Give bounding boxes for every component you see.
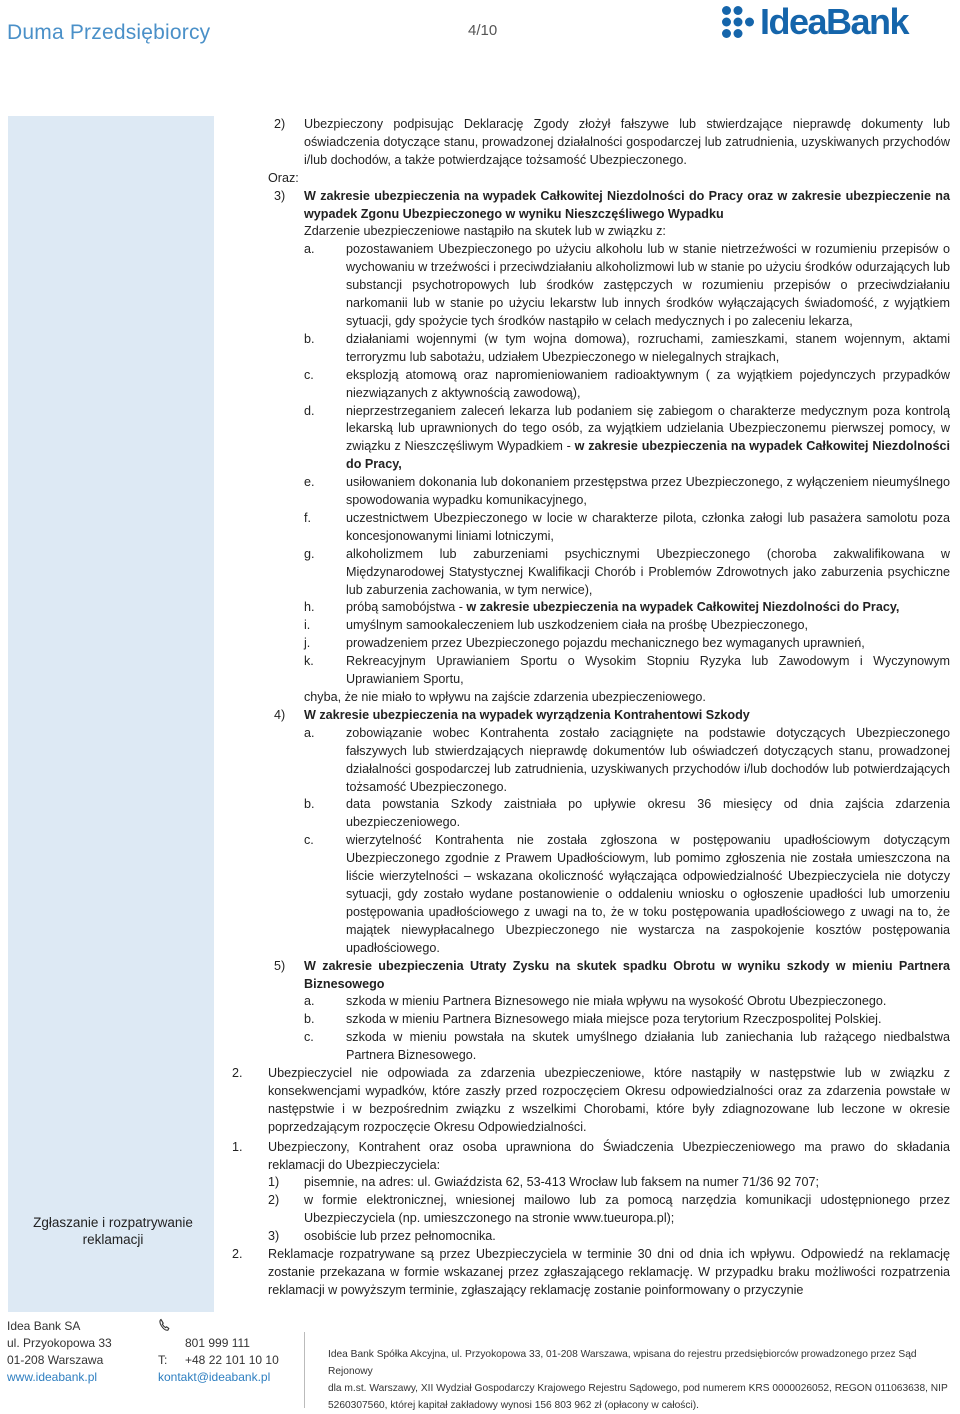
list-item xyxy=(304,635,950,653)
list-item-marker: c. xyxy=(304,1030,314,1045)
item-number: 5) xyxy=(274,958,286,973)
oraz-text: Oraz: xyxy=(268,170,299,185)
list-item-body: szkoda w mieniu Partnera Biznesowego miała miejsce poza terytorium Rzeczpospolitej Polskiej. xyxy=(346,1012,882,1027)
list-item-text xyxy=(304,1192,950,1228)
list-item xyxy=(304,653,950,689)
list-item xyxy=(304,1011,950,1029)
list-item-text xyxy=(346,403,950,475)
list-item-marker: k. xyxy=(304,654,314,669)
list-item-marker: e. xyxy=(304,475,315,490)
item5-sublist xyxy=(226,993,950,1065)
list-item-marker: a. xyxy=(304,994,315,1009)
item-heading: W zakresie ubezpieczenia na wypadek Całkowitej Niezdolności do Pracy oraz w zakresie ubezpieczenie na wypadek Zgonu Ubezpieczonego w wyniku Nieszczęśliwego Wypadku xyxy=(304,188,950,221)
list-item xyxy=(304,403,950,475)
list-item-text xyxy=(346,653,950,689)
list-item-text xyxy=(346,993,950,1011)
paragraph-number: 2. xyxy=(232,1066,243,1081)
exclusion-item-4 xyxy=(268,707,950,725)
list-item xyxy=(304,331,950,367)
item-number: 2) xyxy=(274,117,286,131)
list-item-marker: a. xyxy=(304,242,315,257)
list-item-text xyxy=(346,635,950,653)
list-item-text xyxy=(346,725,950,797)
footer-email-link[interactable]: kontakt@ideabank.pl xyxy=(158,1370,271,1384)
footer-phone-icon-row xyxy=(158,1318,279,1335)
phone-icon xyxy=(158,1318,172,1332)
list-item-body: próbą samobójstwa - xyxy=(346,600,463,615)
list-item-body: wierzytelność Kontrahenta nie została zgłoszona w postępowaniu upadłościowym dotyczącym Ubezpieczonego zgodnie z Prawem Upadłościowym, lub pomimo zgłoszenia nie została umieszczona na liście wierzytelności – wskazana okoliczność wyłączająca odpowiedzialność Ubezpieczyciela nie dotyczy sytuacji, gdy zostało wydane postanowienie o oddaleniu wniosku o ogłoszenie upadłości lub umorzeniu postępowania upadłościowego z uwagi na to, że w toku postępowania upadłościowego z uwagi na to, że majątek niewypłacalnego Ubezpieczonego nie wystarcza na zaspokojenie kosztów postępowania upadłościowego. xyxy=(346,833,950,955)
ideabank-logo-icon xyxy=(720,4,756,40)
list-item-body: prowadzeniem przez Ubezpieczonego pojazdu mechanicznego bez wymaganych uprawnień, xyxy=(346,636,865,651)
paragraph-number: 2. xyxy=(232,1247,243,1262)
list-item-marker: b. xyxy=(304,1012,315,1027)
complaint-paragraph-1 xyxy=(226,1139,950,1175)
list-item-body: w formie elektronicznej, wniesionej mailowo lub za pomocą narzędzia komunikacji udostępnionego przez Ubezpieczyciela (np. umieszczonego na stronie www.tueuropa.pl); xyxy=(304,1193,950,1226)
list-item-body: działaniami wojennymi (w tym wojna domowa), rozruchami, zamieszkami, stanem wojennym, aktami terroryzmu lub sabotażu, udziałem Ubezpieczonego w nielegalnych strajkach, xyxy=(346,331,950,364)
list-item-body: alkoholizmem lub zaburzeniami psychicznymi Ubezpieczonego (choroba zakwalifikowana w Międzynarodowej Statystycznej Kwalifikacji Chorób i Problemów Zdrowotnych jako zaburzenia psychiczne lub zaburzenia zachowania, w tym nerwice), xyxy=(346,546,950,597)
item-text: Ubezpieczony podpisując Deklarację Zgody złożył fałszywe lub stwierdzające nieprawdę dokumenty lub oświadczenia dotyczące stanu, prowadzonej działalności gospodarczej lub zatrudnienia, uzyskiwanych przychodów i/lub dochodów, a także potwierdzające tożsamość Ubezpieczonego. xyxy=(304,117,950,167)
list-item-marker: i. xyxy=(304,618,311,633)
exclusion-item-5 xyxy=(268,958,950,994)
list-item-text xyxy=(346,510,950,546)
item4-sublist xyxy=(226,725,950,958)
list-item xyxy=(304,1029,950,1065)
paragraph-number: 1. xyxy=(232,1139,243,1154)
footer-legal-line-3: 5260307560, której kapitał zakładowy wynosi 156 803 962 zł (opłacony w całości). xyxy=(328,1400,699,1411)
list-item-marker: 2) xyxy=(268,1193,280,1208)
item-heading: W zakresie ubezpieczenia Utraty Zysku na skutek spadku Obrotu w wyniku szkody w mieniu Partnera Biznesowego xyxy=(304,958,950,991)
list-item xyxy=(304,725,950,797)
sidebar-column xyxy=(8,116,214,1312)
list-item-text xyxy=(346,832,950,957)
list-item-body: osobiście lub przez pełnomocnika. xyxy=(304,1229,496,1244)
list-item xyxy=(304,367,950,403)
list-item-bold-scope: w zakresie ubezpieczenia na wypadek Całkowitej Niezdolności do Pracy, xyxy=(462,600,900,615)
list-item-body: Rekreacyjnym Uprawianiem Sportu o Wysokim Stopniu Ryzyka lub Zawodowym i Wyczynowym Uprawianiem Sportu, xyxy=(346,654,950,687)
list-item-body: umyślnym samookaleczeniem lub uszkodzeniem ciała na prośbę Ubezpieczonego, xyxy=(346,618,809,633)
list-item xyxy=(304,241,950,331)
footer-contact xyxy=(158,1318,279,1386)
footer-company: Idea Bank SA xyxy=(7,1319,81,1333)
footer-legal-line-1: Idea Bank Spółka Akcyjna, ul. Przyokopowa 33, 01-208 Warszawa, wpisana do rejestru przedsiębiorców prowadzonego przez Sąd Rejonowy xyxy=(328,1349,917,1377)
complaint-paragraph-2 xyxy=(226,1246,950,1300)
item3-sublist xyxy=(226,241,950,689)
list-item-text xyxy=(304,1174,950,1192)
footer-phone-2-prefix: T: xyxy=(158,1353,168,1367)
item3-outro: chyba, że nie miało to wpływu na zajście zdarzenia ubezpieczeniowego. xyxy=(304,690,706,704)
list-item-text xyxy=(346,1029,950,1065)
list-item-marker: b. xyxy=(304,331,315,346)
footer-legal xyxy=(328,1346,958,1414)
list-item xyxy=(304,993,950,1011)
list-item xyxy=(304,474,950,510)
list-item-text xyxy=(346,367,950,403)
list-item xyxy=(304,510,950,546)
list-item-marker: 3) xyxy=(268,1229,280,1244)
main-text xyxy=(226,116,950,1300)
list-item-text xyxy=(346,617,950,635)
list-item-body: szkoda w mieniu powstała na skutek umyślnego działania lub zaniechania lub rażącego niedbalstwa Partnera Biznesowego. xyxy=(346,1030,950,1063)
list-item-marker: c. xyxy=(304,833,314,848)
oraz-label xyxy=(268,170,950,188)
list-item-body: usiłowaniem dokonania lub dokonaniem przestępstwa przez Ubezpieczonego, z wyłączeniem nieumyślnego spowodowania wypadku komunikacyjnego, xyxy=(346,475,950,508)
list-item-body: data powstania Szkody zaistniała po upływie okresu 36 miesięcy od dnia zajścia zdarzenia ubezpieczeniowego. xyxy=(346,797,950,830)
list-item-marker: d. xyxy=(304,403,315,418)
list-item-text xyxy=(346,796,950,832)
list-item-marker: 1) xyxy=(268,1175,280,1190)
footer-legal-line-2: dla m.st. Warszawy, XII Wydział Gospodarczy Krajowego Rejestru Sądowego, pod numerem KRS 0000026052, REGON 011063638, NIP xyxy=(328,1383,948,1394)
content-area xyxy=(8,116,956,1312)
list-item xyxy=(304,599,950,617)
list-item-marker: a. xyxy=(304,725,315,740)
item-number: 4) xyxy=(274,707,286,722)
list-item-body: pisemnie, na adres: ul. Gwiaździsta 62, 53-413 Wrocław lub faksem na numer 71/36 92 707; xyxy=(304,1175,819,1190)
footer-website-link[interactable]: www.ideabank.pl xyxy=(7,1370,98,1384)
list-item-marker: b. xyxy=(304,797,315,812)
list-item-body: eksplozją atomową oraz napromieniowaniem radioaktywnym ( za wyjątkiem pojedynczych przypadków niezwiązanych z aktywnością zawodową), xyxy=(346,367,950,400)
item3-intro: Zdarzenie ubezpieczeniowe nastąpiło na skutek lub w związku z: xyxy=(304,224,666,239)
page-number: 4/10 xyxy=(468,22,498,39)
section-label: Zgłaszanie i rozpatrywanie reklamacji xyxy=(33,1215,193,1247)
ideabank-logo xyxy=(720,2,908,42)
page-header xyxy=(0,0,960,100)
list-item-bold-scope: w zakresie ubezpieczenia na wypadek Całkowitej Niezdolności do Pracy, xyxy=(346,439,950,472)
footer-phone-2: +48 22 101 10 10 xyxy=(185,1353,279,1367)
list-item-marker: c. xyxy=(304,367,314,382)
paragraph-2 xyxy=(226,1065,950,1137)
exclusion-item-2 xyxy=(268,116,950,170)
logo-wordmark: IdeaBank xyxy=(760,1,909,42)
list-item xyxy=(268,1228,950,1246)
list-item-marker: j. xyxy=(304,636,311,651)
list-item xyxy=(268,1174,950,1192)
list-item xyxy=(268,1192,950,1228)
list-item-text xyxy=(346,241,950,331)
item-heading: W zakresie ubezpieczenia na wypadek wyrządzenia Kontrahentowi Szkody xyxy=(304,707,750,722)
footer-phone-1: 801 999 111 xyxy=(185,1336,250,1350)
paragraph-text: Reklamacje rozpatrywane są przez Ubezpieczyciela w terminie 30 dni od dnia ich wpływu. Odpowiedź na reklamację zostanie przekazana w formie wskazanej przez zgłaszającego reklamację. W przypadku braku możliwości rozpatrzenia reklamacji w powyższym terminie, zgłaszający reklamację zostanie poinformowany o przyczynie xyxy=(268,1247,950,1297)
list-item-body: uczestnictwem Ubezpieczonego w locie w charakterze pilota, członka załogi lub pasażera samolotu poza koncesjonowanymi liniami lotniczymi, xyxy=(346,510,950,543)
footer-phone-2-row xyxy=(158,1352,279,1369)
list-item xyxy=(304,832,950,957)
list-item-body: szkoda w mieniu Partnera Biznesowego nie miała wpływu na wysokość Obrotu Ubezpieczonego. xyxy=(346,994,887,1009)
paragraph-text: Ubezpieczyciel nie odpowiada za zdarzenia ubezpieczeniowe, które nastąpiły w następstwie lub w związku z konsekwencjami wypadków, które zaszły przed rozpoczęciem Okresu odpowiedzialności oraz za zdarzenia powstałe w następstwie i w bezpośrednim związku z wszelkimi Chorobami, które były zdiagnozowane lub leczone w okresie poprzedzającym rozpoczęcie Okresu Odpowiedzialności. xyxy=(268,1066,950,1134)
list-item-marker: g. xyxy=(304,546,315,561)
item-number: 3) xyxy=(274,188,286,203)
list-item-text xyxy=(346,1011,950,1029)
exclusion-item-3 xyxy=(268,188,950,224)
list-item-body: pozostawaniem Ubezpieczonego po użyciu alkoholu lub w stanie nietrzeźwości w rozumieniu przepisów o wychowaniu w trzeźwości i przeciwdziałaniu alkoholizmowi lub w stanie po użyciu środków odurzających lub substancji psychotropowych lub środków zastępczych w rozumieniu przepisów o przeciwdziałaniu narkomanii lub w stanie po użyciu lekarstw lub innych środków wyłączających świadomość, z wyjątkiem sytuacji, gdy spożycie tych środków nastąpiło w celach medycznych i po zaleceniu lekarza, xyxy=(346,242,950,328)
page-footer xyxy=(0,1318,960,1413)
list-item-text xyxy=(346,546,950,600)
list-item-text xyxy=(346,599,950,617)
list-item xyxy=(304,617,950,635)
footer-street: ul. Przyokopowa 33 xyxy=(7,1336,112,1350)
list-item-marker: f. xyxy=(304,510,311,525)
list-item-body: zobowiązanie wobec Kontrahenta zostało zaciągnięte na podstawie dotyczących Ubezpieczonego fałszywych lub stwierdzających nieprawdę dokumentów lub oświadczeń dotyczących stanu, prowadzonej działalności gospodarczej lub zatrudnienia, uzyskiwanych przychodów i/lub dochodów lub potwierdzających tożsamość Ubezpieczonego. xyxy=(346,725,950,794)
list-item-marker: h. xyxy=(304,600,315,615)
list-item xyxy=(304,546,950,600)
footer-divider xyxy=(304,1332,305,1408)
list-item-text xyxy=(346,474,950,510)
paragraph-text: Ubezpieczony, Kontrahent oraz osoba uprawniona do Świadczenia Ubezpieczeniowego ma prawo do składania reklamacji do Ubezpieczyciela: xyxy=(268,1139,950,1172)
complaint-channels-list xyxy=(226,1174,950,1246)
document-title: Duma Przedsiębiorcy xyxy=(7,21,211,44)
list-item-text xyxy=(304,1228,950,1246)
list-item-body: nieprzestrzeganiem zaleceń lekarza lub podaniem się zabiegom o charakterze medycznym poza kontrolą lekarską lub uprawnionych do tego osób, za wyjątkiem udzielania Ubezpieczonemu pierwszej pomocy, w związku z Nieszczęśliwym Wypadkiem - xyxy=(346,403,950,454)
list-item xyxy=(304,796,950,832)
footer-city: 01-208 Warszawa xyxy=(7,1353,104,1367)
list-item-text xyxy=(346,331,950,367)
footer-address xyxy=(7,1318,112,1386)
